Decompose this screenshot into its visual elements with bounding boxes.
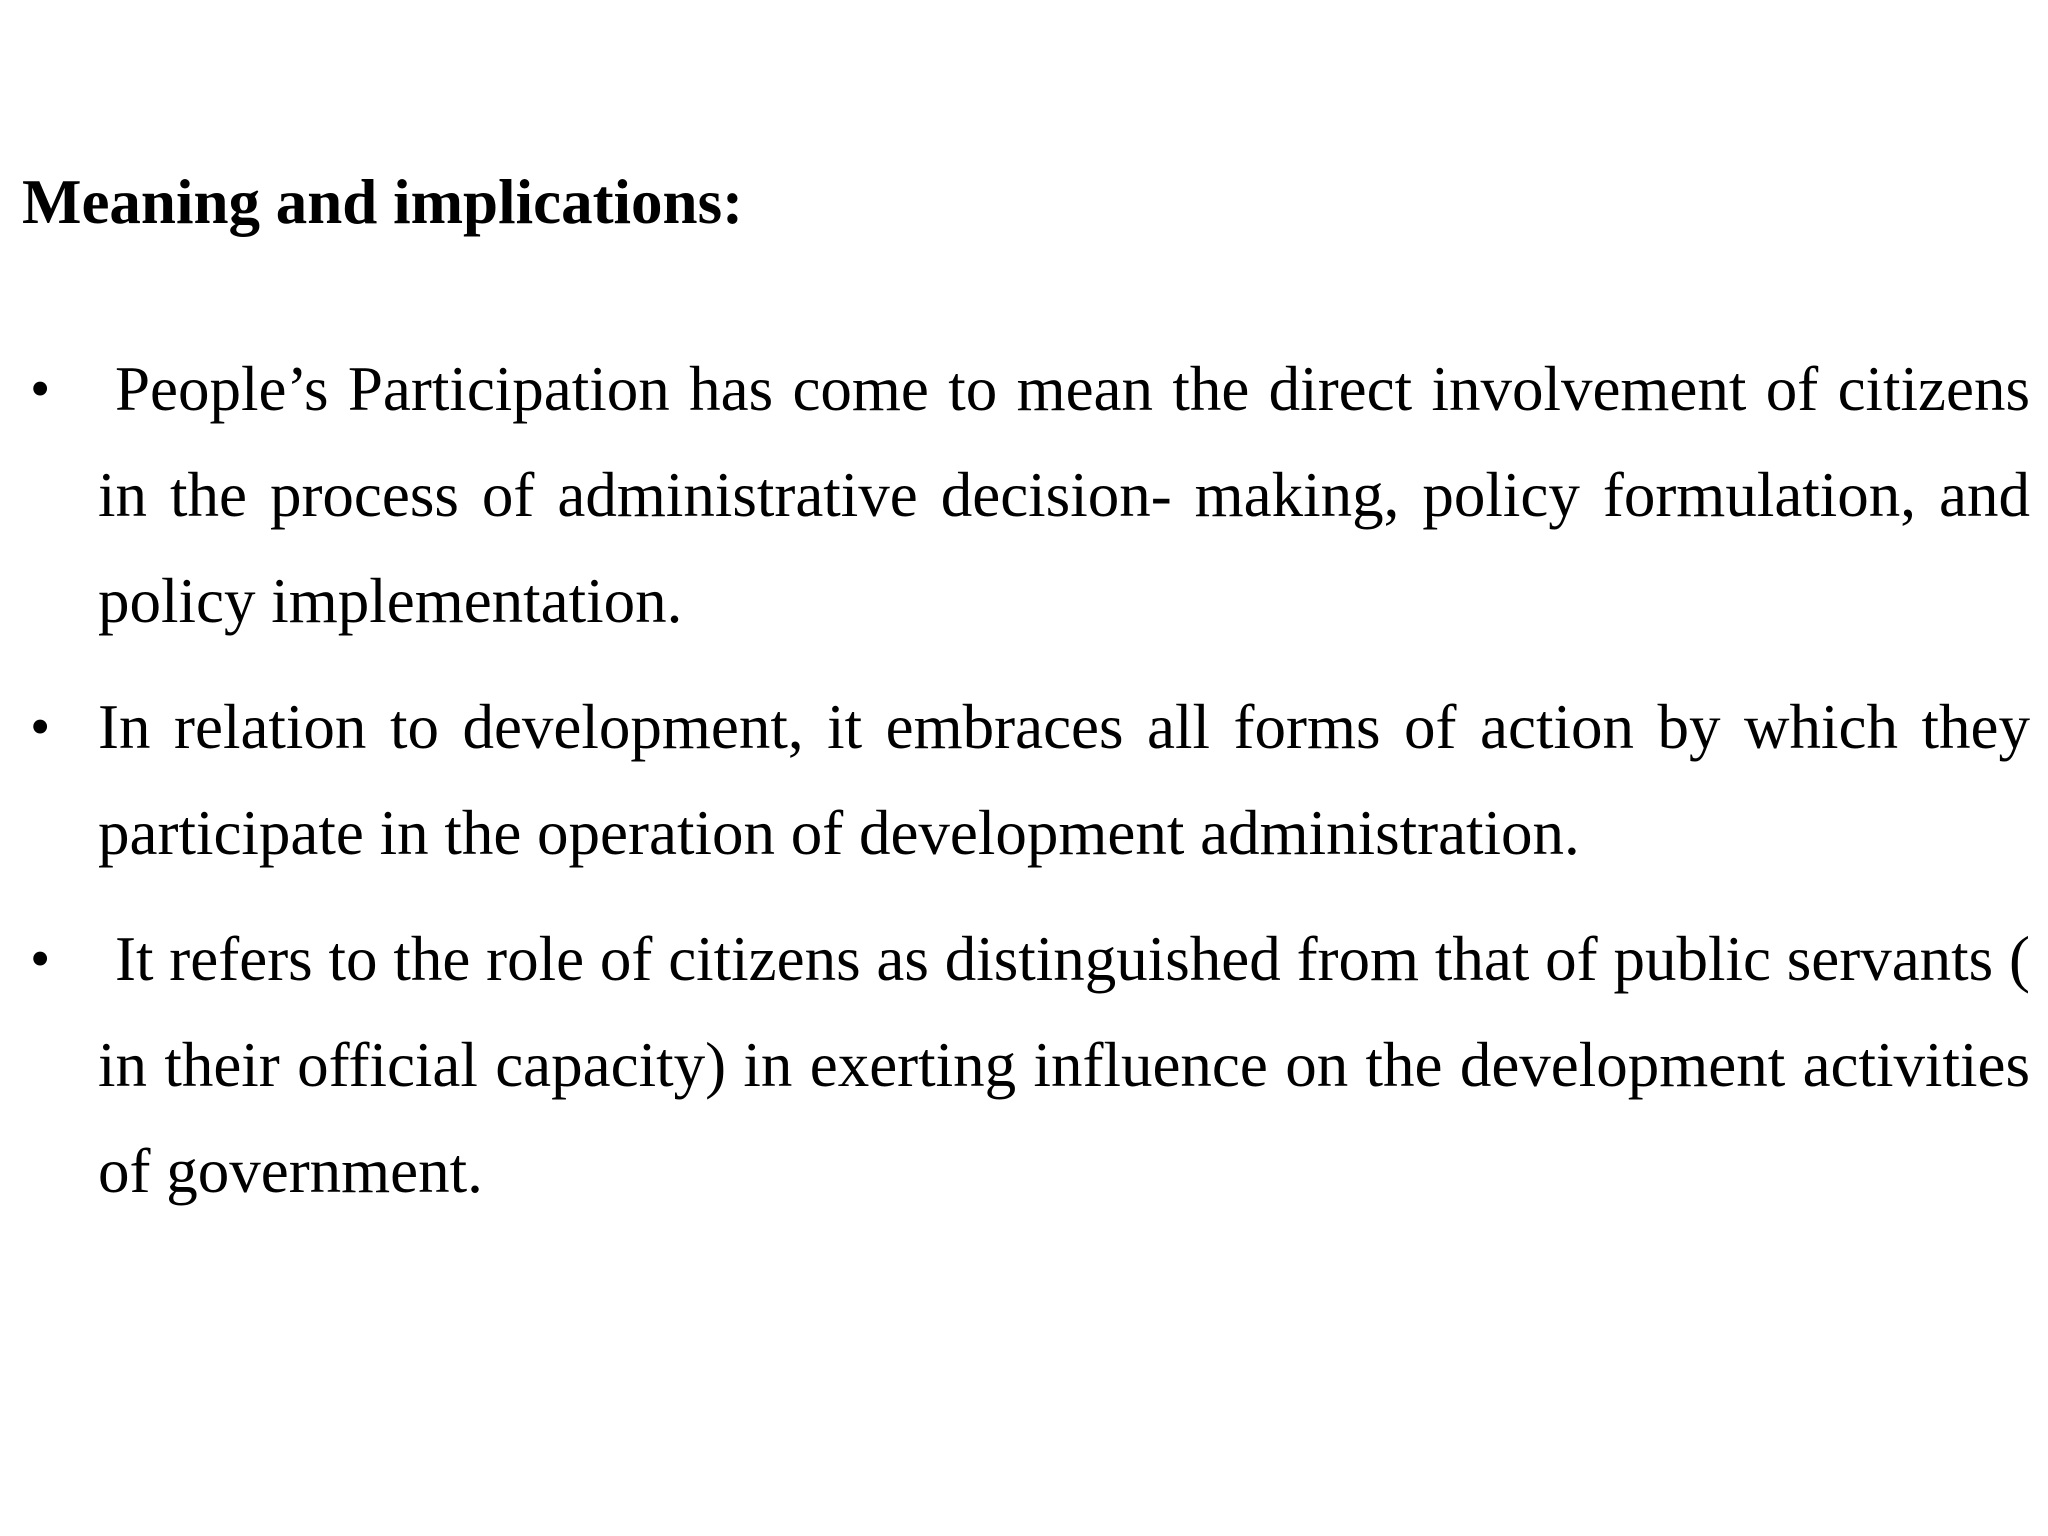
page-title: Meaning and implications: xyxy=(22,167,744,237)
bullet-text: People’s Participation has come to mean the direct involvement of citizens in the process of administrative decision- making, policy formulation, and policy implementation. xyxy=(98,354,2030,636)
bullet-icon: • xyxy=(30,926,51,991)
bullet-icon: • xyxy=(30,694,51,759)
bullet-text: In relation to development, it embraces all forms of action by which they participate in the operation of development administration. xyxy=(98,692,2030,868)
bullet-text: It refers to the role of citizens as distinguished from that of public servants ( in their official capacity) in exerting influence on the development activities of government. xyxy=(98,924,2030,1206)
bullet-icon: • xyxy=(30,356,51,421)
